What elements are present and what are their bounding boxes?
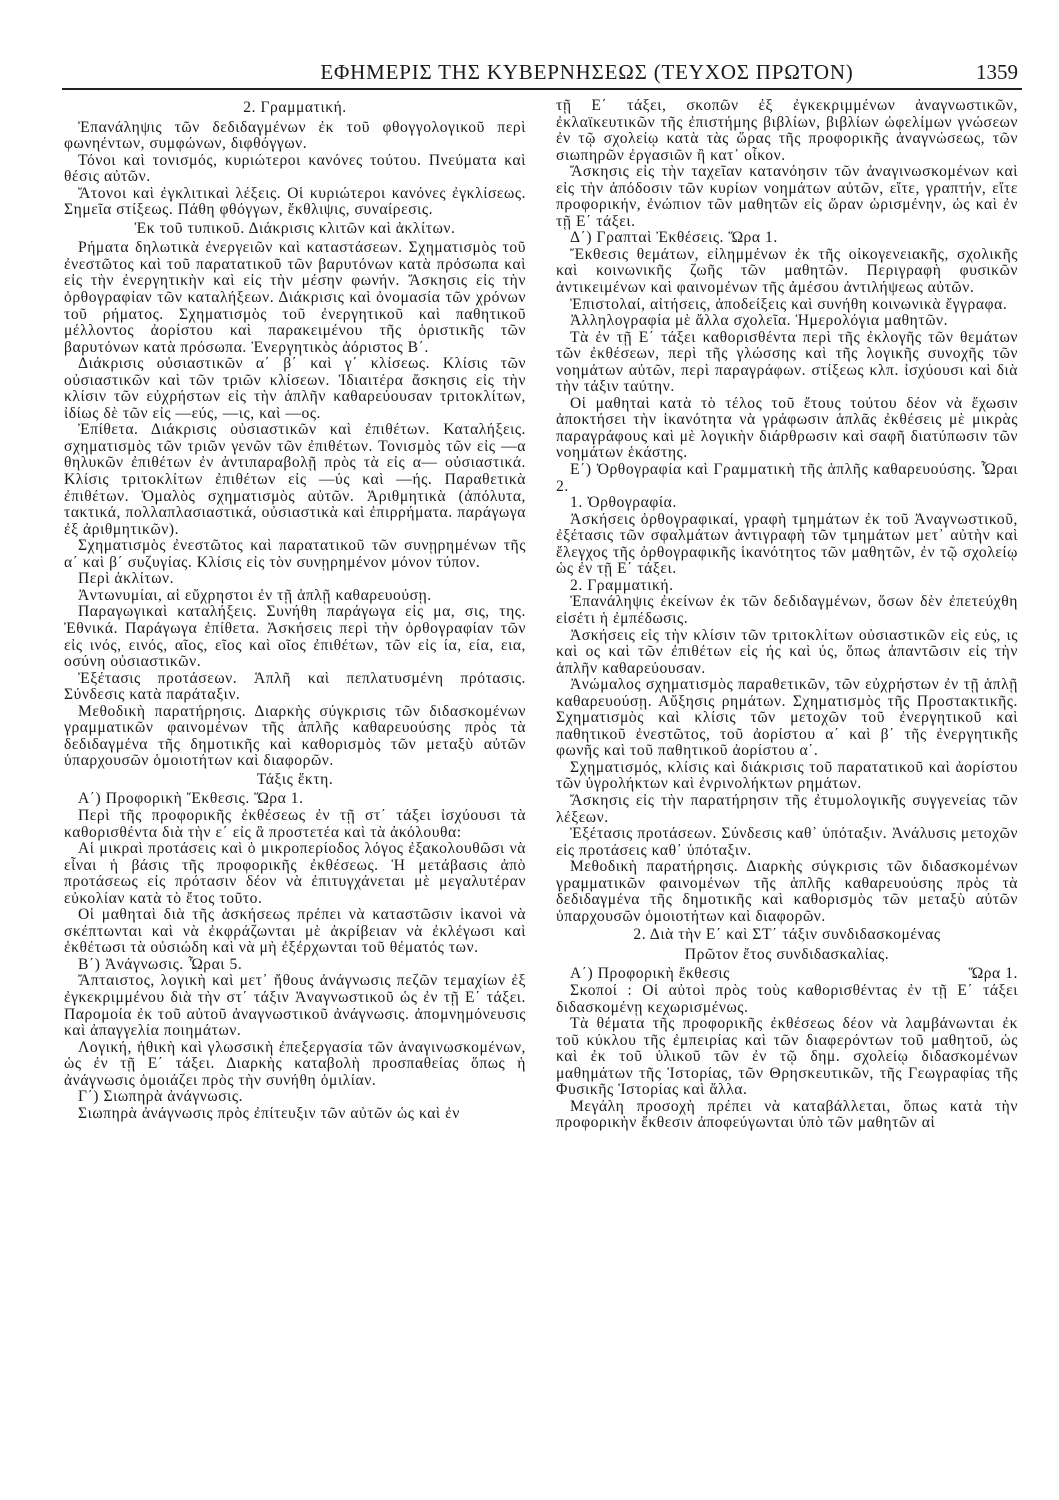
paragraph: Ἀσκήσεις εἰς τὴν κλίσιν τῶν τριτοκλίτων οὐσιαστικῶν εἰς εύς, ις καὶ ος καὶ τῶν ἐπιθέτων εἰς ής καὶ ύς, ὅπως ἀπαντῶσιν εἰς τὴν ἁπλῆν καθαρεύουσαν.: [556, 626, 1018, 677]
paragraph: Παραγωγικαὶ καταλήξεις. Συνήθη παράγωγα εἰς μα, σις, της. Ἐθνικά. Παράγωγα ἐπίθετα. Ἀσκήσεις περὶ τὴν ὀρθογραφίαν τῶν εἰς ινός, εινός, αῖος, εῖος καὶ οῖος ἐπιθέτων, τῶν εἰς ία, εία, εια, οσύνη οὐσιαστικῶν.: [64, 603, 526, 671]
paragraph: Τόνοι καὶ τονισμός, κυριώτεροι κανόνες τούτου. Πνεύματα καὶ θέσις αὐτῶν.: [64, 151, 526, 186]
paragraph: Σιωπηρὰ ἀνάγνωσις πρὸς ἐπίτευξιν τῶν αὐτῶν ὡς καὶ ἐν: [78, 1104, 460, 1122]
paragraph: Ἀλληλογραφία μὲ ἄλλα σχολεῖα. Ἡμερολόγια μαθητῶν.: [570, 312, 949, 330]
paragraph: Ἐπιστολαί, αἰτήσεις, ἀποδείξεις καὶ συνήθη κοινωνικὰ ἔγγραφα.: [570, 295, 1008, 313]
paragraph: Σχηματισμὸς ἐνεστῶτος καὶ παρατατικοῦ τῶν συνῃρημένων τῆς α΄ καὶ β΄ συζυγίας. Κλίσις εἰς τὸν συνῃρημένον μόνον τύπον.: [64, 537, 526, 571]
paragraph: Ἄσκησις εἰς τὴν ταχεῖαν κατανόησιν τῶν ἀναγινωσκομένων καὶ εἰς τὴν ἀπόδοσιν τῶν κυρίων νοημάτων αὐτῶν, εἴτε, γραπτήν, εἴτε προφορικήν, ἐνώπιον τῶν μαθητῶν εἰς ὥραν ὡρισμένην, ὡς καὶ ἐν τῇ Ε΄ τάξει.: [556, 163, 1018, 230]
section-heading: 2. Διὰ τὴν Ε΄ καὶ ΣΤ΄ τάξιν συνδιδασκομένας: [633, 926, 941, 944]
paragraph: Τὰ θέματα τῆς προφορικῆς ἐκθέσεως δέον νὰ λαμβάνωνται ἐκ τοῦ κύκλου τῆς ἐμπειρίας καὶ τῶν διαφερόντων τοῦ μαθητοῦ, ὡς καὶ ἐκ τοῦ ὑλικοῦ τῶν ἐν τῷ δημ. σχολείῳ διδασκομένων μαθημάτων τῆς Ἱστορίας, τῶν Θρησκευτικῶν, τῆς Γεωγραφίας τῆς Φυσικῆς Ἱστορίας καὶ ἄλλα.: [556, 1015, 1018, 1099]
paragraph: Δ΄) Γραπταὶ Ἐκθέσεις. Ὥρα 1.: [570, 229, 778, 247]
paragraph: Σχηματισμός, κλίσις καὶ διάκρισις τοῦ παρατατικοῦ καὶ ἀορίστου τῶν ὑγρολήκτων καὶ ἐνρινολήκτων ρημάτων.: [556, 758, 1018, 793]
paragraph: Ρήματα δηλωτικὰ ἐνεργειῶν καὶ καταστάσεων. Σχηματισμὸς τοῦ ἐνεστῶτος καὶ τοῦ παρατατικοῦ τῶν βαρυτόνων κατὰ πρόσωπα καὶ εἰς τὴν ἐνεργητικὴν καὶ εἰς τὴν μέσην φωνήν. Ἄσκησις εἰς τὴν ὀρθογραφίαν τῶν καταλήξεων. Διάκρισις καὶ ὀνομασία τῶν χρόνων τοῦ ρήματος. Σχηματισμὸς τοῦ ἐνεργητικοῦ καὶ παθητικοῦ μέλλοντος ἀορίστου καὶ παρακειμένου τῆς ὁριστικῆς τῶν βαρυτόνων κατὰ πρόσωπα. Ἐνεργητικὸς ἀόριστος Β΄.: [64, 239, 526, 356]
paragraph: Ἐπανάληψις τῶν δεδιδαγμένων ἐκ τοῦ φθογγολογικοῦ περὶ φωνηέντων, συμφώνων, διφθόγγων.: [64, 118, 526, 153]
section-heading: Α΄) Προφορικὴ ἔκθεσις: [570, 965, 730, 983]
paragraph: Γ΄) Σιωπηρὰ ἀνάγνωσις.: [78, 1088, 244, 1106]
paragraph: Ἀντωνυμίαι, αἱ εὔχρηστοι ἐν τῇ ἁπλῇ καθαρευούσῃ.: [78, 586, 432, 604]
paragraph: Ἐπανάληψις ἐκείνων ἐκ τῶν δεδιδαγμένων, ὅσων δὲν ἐπετεύχθη εἰσέτι ἡ ἐμπέδωσις.: [556, 593, 1018, 627]
paragraph-continued: τῇ Ε΄ τάξει, σκοπῶν ἐξ ἐγκεκριμμένων ἀναγνωστικῶν, ἐκλαϊκευτικῶν τῆς ἐπιστήμης βιβλίων, βιβλίων ὠφελίμων γνώσεων ἐν τῷ σχολείῳ κατὰ τὰς ὥρας τῆς προφορικῆς ἀναγνώσεως, τῶν σιωπηρῶν ἐργασιῶν ἢ κατ᾽ οἶκον.: [556, 97, 1018, 164]
section-heading: Ἐκ τοῦ τυπικοῦ. Διάκρισις κλιτῶν καὶ ἀκλίτων.: [134, 219, 456, 237]
paragraph: Ἔκθεσις θεμάτων, εἰλημμένων ἐκ τῆς οἰκογενειακῆς, σχολικῆς καὶ κοινωνικῆς ζωῆς τῶν μαθητῶν. Περιγραφὴ φυσικῶν ἀντικειμένων καὶ φαινομένων τῆς ἀμέσου ἀντιλήψεως αὐτῶν.: [556, 245, 1018, 297]
section-heading: Τάξις ἕκτη.: [256, 770, 334, 788]
paragraph: Λογική, ἠθικὴ καὶ γλωσσικὴ ἐπεξεργασία τῶν ἀναγινωσκομένων, ὡς ἐν τῇ Ε΄ τάξει. Διαρκὴς καταβολὴ προσπαθείας ὅπως ἡ ἀνάγνωσις ὁμοιάζει πρὸς τὴν συνήθη ὁμιλίαν.: [64, 1038, 526, 1089]
paragraph: 2. Γραμματική.: [570, 576, 674, 594]
section-heading-row: [556, 966, 1018, 983]
gazette-title: ΕΦΗΜΕΡΙΣ ΤΗΣ ΚΥΒΕΡΝΗΣΕΩΣ (ΤΕΥΧΟΣ ΠΡΩΤΟΝ): [320, 60, 854, 84]
hours-label: Ὥρα 1.: [968, 965, 1018, 983]
paragraph: Ἐπίθετα. Διάκρισις οὐσιαστικῶν καὶ ἐπιθέτων. Καταλήξεις. σχηματισμὸς τῶν τριῶν γενῶν τῶν ἐπιθέτων. Τονισμὸς τῶν εἰς —α θηλυκῶν ἐπιθέτων ἐν ἀντιπαραβολῇ πρὸς τὰ εἰς α— οὐσιαστικά. Κλίσις τριτοκλίτων ἐπιθέτων εἰς —ύς καὶ —ής. Παραθετικὰ ἐπιθέτων. Ὁμαλὸς σχηματισμὸς αὐτῶν. Ἀριθμητικὰ (ἀπόλυτα, τακτικά, πολλαπλασιαστικά, οὐσιαστικὰ καὶ ἐπιρρήματα. παράγωγα ἐξ ἀριθμητικῶν).: [64, 421, 526, 538]
paragraph: Ἄπταιστος, λογικὴ καὶ μετ᾽ ἤθους ἀνάγνωσις πεζῶν τεμαχίων ἐξ ἐγκεκριμμένου διὰ τὴν στ΄ τάξιν Ἀναγνωστικοῦ ὡς ἐν τῇ Ε΄ τάξει. Παρομοία ἐκ τοῦ αὐτοῦ ἀναγνωστικοῦ ἀνάγνωσις. ἀπομνημόνευσις καὶ ἀπαγγελία ποιημάτων.: [64, 972, 526, 1040]
right-column: [556, 98, 1018, 1132]
paragraph: Ἐξέτασις προτάσεων. Σύνδεσις καθ᾽ ὑπόταξιν. Ἀνάλυσις μετοχῶν εἰς προτάσεις καθ᾽ ὑπόταξιν.: [556, 825, 1018, 859]
paragraph: Τὰ ἐν τῇ Ε΄ τάξει καθορισθέντα περὶ τῆς ἐκλογῆς τῶν θεμάτων τῶν ἐκθέσεων, περὶ τῆς γλώσσης καὶ τῆς λογικῆς συνοχῆς τῶν νοημάτων αὐτῶν, περὶ παραγράφων. στίξεως κλπ. ἰσχύουσι καὶ διὰ τὴν τάξιν ταύτην.: [556, 328, 1018, 396]
section-heading: 2. Γραμματική.: [243, 99, 347, 116]
paragraph: Αἱ μικραὶ προτάσεις καὶ ὁ μικροπερίοδος λόγος ἐξακολουθῶσι νὰ εἶναι ἡ βάσις τῆς προφορικῆς ἐκθέσεως. Ἡ μετάβασις ἀπὸ προτάσεως εἰς πρότασιν δέον νὰ ἐπιτυγχάνεται μὲ μεγαλυτέραν εὐκολίαν κατὰ τὸ ἔτος τοῦτο.: [64, 840, 526, 907]
paragraph: Σκοποί : Οἱ αὐτοὶ πρὸς τοὺς καθορισθέντας ἐν τῇ Ε΄ τάξει διδασκομένῃ κεχωρισμένως.: [556, 981, 1018, 1016]
paragraph: Οἱ μαθηταὶ κατὰ τὸ τέλος τοῦ ἔτους τούτου δέον νὰ ἔχωσιν ἀποκτήσει τὴν ἱκανότητα νὰ γράφωσιν ἁπλᾶς ἐκθέσεις μὲ μικρὰς παραγράφους καὶ μὲ λογικὴν διάρθρωσιν καὶ σαφῆ διατύπωσιν τῶν νοημάτων ἑκάστης.: [556, 394, 1018, 462]
paragraph: Ἀνώμαλος σχηματισμὸς παραθετικῶν, τῶν εὐχρήστων ἐν τῇ ἁπλῇ καθαρευούσῃ. Αὔξησις ρημάτων. Σχηματισμὸς τῆς Προστακτικῆς. Σχηματισμὸς καὶ κλίσις τῶν μετοχῶν τοῦ ἐνεργητικοῦ καὶ παθητικοῦ ἐνεστῶτος, τοῦ ἀορίστου α΄ καὶ β΄ τῆς ἐνεργητικῆς φωνῆς καὶ τοῦ παθητικοῦ ἀορίστου α΄.: [556, 676, 1018, 760]
paragraph: Περὶ τῆς προφορικῆς ἐκθέσεως ἐν τῇ στ΄ τάξει ἰσχύουσι τὰ καθορισθέντα διὰ τὴν ε΄ εἰς ἃ προστετέα καὶ τὰ ἀκόλουθα:: [64, 806, 526, 841]
paragraph: Μεθοδικὴ παρατήρησις. Διαρκὴς σύγκρισις τῶν διδασκομένων γραμματικῶν φαινομένων τῆς ἁπλῆς καθαρευούσης πρὸς τὰ δεδιδαγμένα τῆς δημοτικῆς καὶ καθορισμὸς τῶν μεταξὺ αὐτῶν ὑπαρχουσῶν ὁμοιοτήτων καὶ διαφορῶν.: [64, 702, 526, 770]
paragraph: Ε΄) Ὀρθογραφία καὶ Γραμματικὴ τῆς ἁπλῆς καθαρευούσης. Ὧραι 2.: [556, 461, 1018, 495]
page-number: 1359: [976, 60, 1018, 84]
paragraph: Μεθοδικὴ παρατήρησις. Διαρκὴς σύγκρισις τῶν διδασκομένων γραμματικῶν φαινομένων τῆς ἁπλῆς καθαρευούσης πρὸς τὰ δεδιδαγμένα τῆς δημοτικῆς καὶ καθορισμὸς τῶν μεταξὺ αὐτῶν ὑπαρχουσῶν ὁμοιοτήτων καὶ διαφορῶν.: [556, 858, 1018, 925]
page-header: [62, 58, 1022, 90]
paragraph: Ἄτονοι καὶ ἐγκλιτικαὶ λέξεις. Οἱ κυριώτεροι κανόνες ἐγκλίσεως. Σημεῖα στίξεως. Πάθη φθόγγων, ἔκθλιψις, συναίρεσις.: [64, 184, 526, 219]
paragraph: Ἀσκήσεις ὀρθογραφικαί, γραφὴ τμημάτων ἐκ τοῦ Ἀναγνωστικοῦ, ἐξέτασις τῶν σφαλμάτων ἀντιγραφὴ τῶν τμημάτων μετ᾽ αὐτὴν καὶ ἔλεγχος τῆς ὀρθογραφικῆς ἱκανότητος τῶν μαθητῶν, ἐν τῷ σχολείῳ ὡς ἐν τῇ Ε΄ τάξει.: [556, 510, 1018, 578]
paragraph: Οἱ μαθηταὶ διὰ τῆς ἀσκήσεως πρέπει νὰ καταστῶσιν ἱκανοὶ νὰ σκέπτωνται καὶ νὰ ἐκφράζωνται μὲ ἀκρίβειαν νὰ ἐκλέγωσι καὶ ἐκθέτωσι τὰ οὐσιώδη καὶ νὰ μὴ ἐξέρχωνται τοῦ θέματός των.: [64, 906, 526, 957]
paragraph: Διάκρισις οὐσιαστικῶν α΄ β΄ καὶ γ΄ κλίσεως. Κλίσις τῶν οὐσιαστικῶν καὶ τῶν τριῶν κλίσεων. Ἰδιαιτέρα ἄσκησις εἰς τὴν κλίσιν τῶν εὐχρήστων εἰς τὴν ἁπλῆν καθαρεύουσαν τριτοκλίτων, ἰδίως δὲ τῶν εἰς —εύς, —ις, καὶ —ος.: [64, 355, 526, 422]
left-column: [64, 98, 526, 1122]
paragraph: Ἐξέτασις προτάσεων. Ἁπλῆ καὶ πεπλατυσμένη πρότασις. Σύνδεσις κατὰ παράταξιν.: [64, 669, 526, 704]
paragraph: Β΄) Ἀνάγνωσις. Ὧραι 5.: [78, 955, 243, 973]
paragraph: Ἄσκησις εἰς τὴν παρατήρησιν τῆς ἐτυμολογικῆς συγγενείας τῶν λέξεων.: [556, 791, 1018, 826]
paragraph: 1. Ὀρθογραφία.: [570, 494, 677, 512]
paragraph: Περὶ ἀκλίτων.: [78, 570, 175, 588]
section-heading: Πρῶτον ἔτος συνδιδασκαλίας.: [684, 945, 890, 963]
paragraph: Μεγάλη προσοχὴ πρέπει νὰ καταβάλλεται, ὅπως κατὰ τὴν προφορικὴν ἔκθεσιν ἀποφεύγωνται ὑπὸ τῶν μαθητῶν αἱ: [556, 1097, 1018, 1132]
paragraph: Α΄) Προφορικὴ Ἔκθεσις. Ὥρα 1.: [78, 790, 304, 808]
